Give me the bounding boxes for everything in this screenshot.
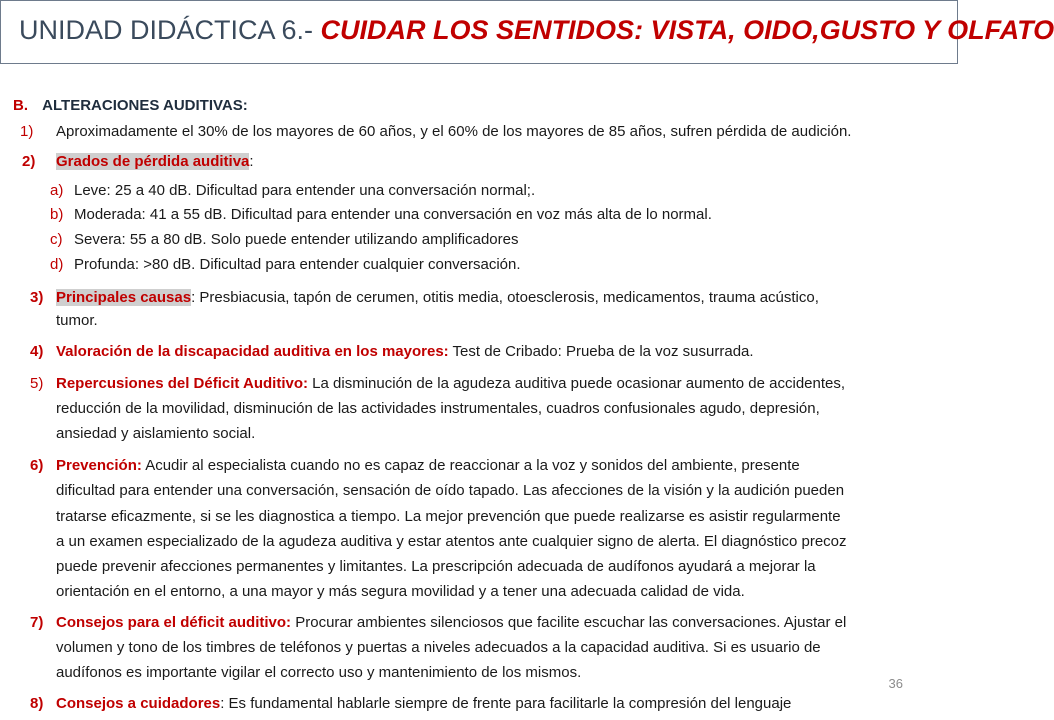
item-7-line1 — [56, 613, 846, 632]
item-6-line3: tratarse eficazmente, si se les diagnostica a tiempo. La mejor prevención que puede realizarse es asistir regularmente — [56, 508, 841, 525]
item-4-text: Test de Cribado: Prueba de la voz susurrada. — [448, 343, 754, 360]
item-7-number: 7) — [30, 614, 44, 631]
sub-d-text: Profunda: >80 dB. Dificultad para entender cualquier conversación. — [74, 256, 521, 273]
item-4-line — [56, 342, 754, 361]
sub-d-number: d) — [50, 256, 64, 273]
item-2-colon: : — [249, 153, 254, 170]
item-5-text: La disminución de la agudeza auditiva puede ocasionar aumento de accidentes, — [308, 375, 846, 392]
item-7-line2: volumen y tono de los timbres de teléfonos y puertas a niveles adecuados a la capacidad auditiva. Si es usuario de — [56, 639, 821, 656]
title-prefix: UNIDAD DIDÁCTICA 6.- — [19, 15, 321, 45]
sub-a-text: Leve: 25 a 40 dB. Dificultad para entender una conversación normal;. — [74, 182, 536, 199]
item-5-line1 — [56, 374, 845, 393]
item-6-label: Prevención: — [56, 457, 142, 474]
item-6-line2: dificultad para entender una conversación, sensación de oído tapado. Las afecciones de la visión y la audición pueden — [56, 482, 845, 499]
item-2-heading — [56, 152, 254, 171]
sub-a-number: a) — [50, 182, 64, 199]
section-title: ALTERACIONES AUDITIVAS: — [42, 97, 248, 114]
item-5-line2: reducción de la movilidad, disminución de las actividades instrumentales, cuadros confusionales agudo, depresión, — [56, 400, 820, 417]
item-5-line3: ansiedad y aislamiento social. — [56, 425, 256, 442]
item-7-line3: audífonos es importante vigilar el correcto uso y mantenimiento de los mismos. — [56, 664, 582, 681]
item-8-label: Consejos a cuidadores — [56, 695, 221, 712]
sub-c-text: Severa: 55 a 80 dB. Solo puede entender utilizando amplificadores — [74, 231, 519, 248]
title-accent: CUIDAR LOS SENTIDOS: VISTA, OIDO,GUSTO Y OLFATO — [320, 15, 1054, 45]
sub-b-number: b) — [50, 206, 64, 223]
item-6-number: 6) — [30, 457, 44, 474]
item-5-label: Repercusiones del Déficit Auditivo: — [56, 375, 308, 392]
item-3-text: : Presbiacusia, tapón de cerumen, otitis media, otoesclerosis, medicamentos, trauma acústico, — [191, 289, 819, 306]
item-6-line4: a un examen especializado de la agudeza auditiva y estar atentos ante cualquier signo de alerta. El diagnóstico precoz — [56, 533, 847, 550]
item-8-text: : Es fundamental hablarle siempre de frente para facilitarle la compresión del lenguaje — [220, 695, 792, 712]
item-5-number: 5) — [30, 375, 44, 392]
item-2-label: Grados de pérdida auditiva — [56, 153, 250, 170]
item-3-number: 3) — [30, 289, 44, 306]
item-8-number: 8) — [30, 695, 44, 712]
item-7-label: Consejos para el déficit auditivo: — [56, 614, 292, 631]
item-6-line1 — [56, 456, 800, 475]
item-6-text: Acudir al especialista cuando no es capaz de reaccionar a la voz y sonidos del ambiente, presente — [141, 457, 800, 474]
item-6-line6: orientación en el entorno, a una mayor y más segura movilidad y a tener una adecuada calidad de vida. — [56, 583, 745, 600]
item-2-number: 2) — [22, 153, 36, 170]
item-3-line2: tumor. — [56, 312, 98, 329]
page-number: 36 — [888, 676, 903, 691]
item-1-number: 1) — [20, 123, 34, 140]
sub-c-number: c) — [50, 231, 63, 248]
item-6-line5: puede prevenir afecciones permanentes y limitantes. La prescripción adecuada de audífonos ayudará a mejorar la — [56, 558, 816, 575]
item-1-text: Aproximadamente el 30% de los mayores de 60 años, y el 60% de los mayores de 85 años, sufren pérdida de audición. — [56, 123, 852, 140]
slide-title — [19, 15, 1054, 46]
item-3-label: Principales causas — [56, 289, 192, 306]
section-letter: B. — [13, 97, 28, 114]
section-heading — [13, 96, 248, 115]
item-4-number: 4) — [30, 343, 44, 360]
item-4-label: Valoración de la discapacidad auditiva en los mayores: — [56, 343, 449, 360]
sub-b-text: Moderada: 41 a 55 dB. Dificultad para entender una conversación en voz más alta de lo normal. — [74, 206, 712, 223]
item-7-text: Procurar ambientes silenciosos que facilite escuchar las conversaciones. Ajustar el — [291, 614, 847, 631]
title-box — [0, 0, 1054, 64]
item-8-line — [56, 694, 791, 713]
item-3-line1 — [56, 288, 819, 307]
